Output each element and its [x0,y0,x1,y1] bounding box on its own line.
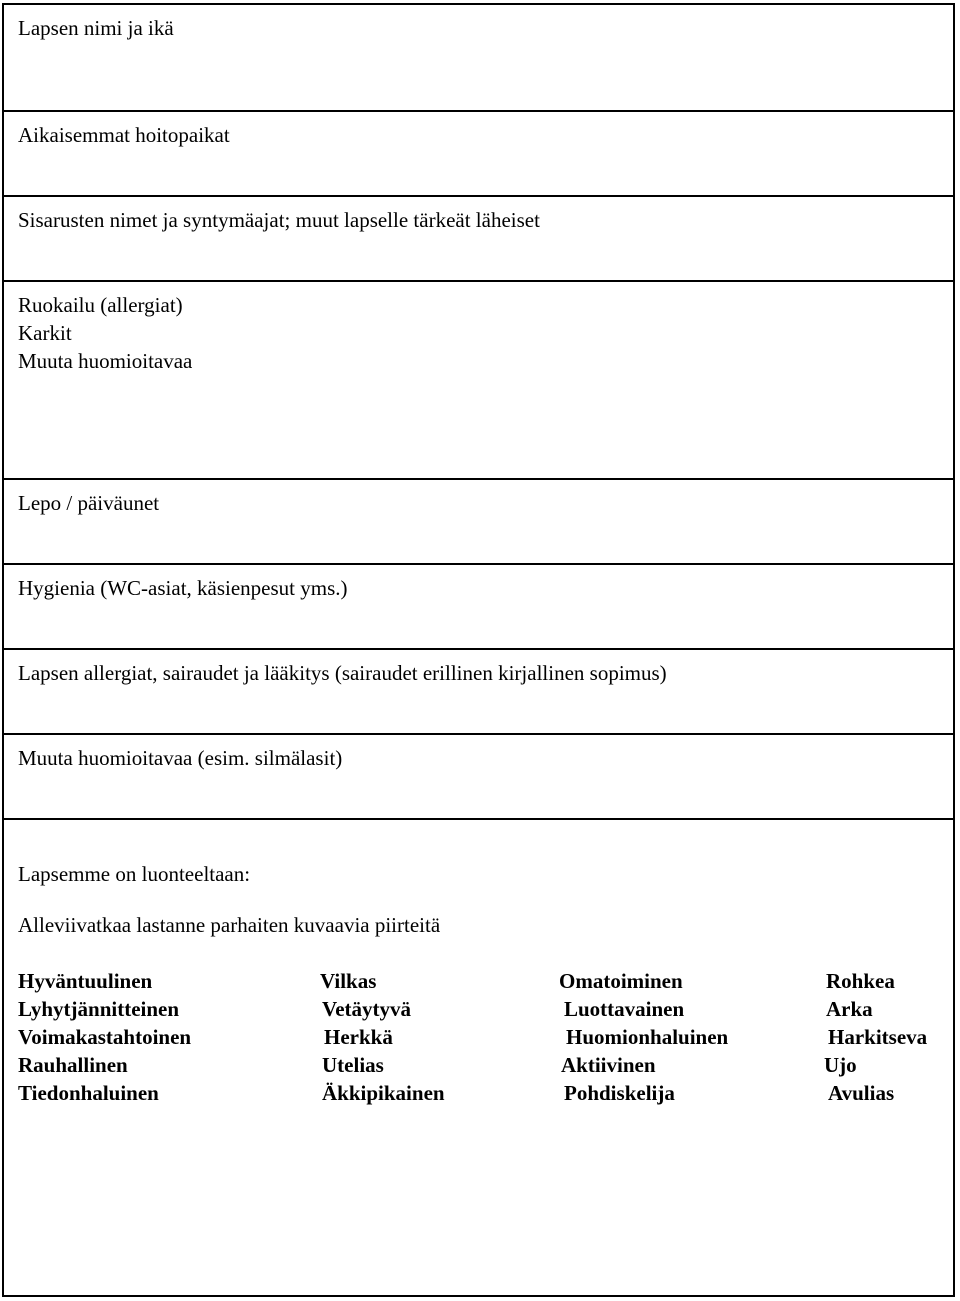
character-instruction: Alleviivatkaa lastanne parhaiten kuvaavia piirteitä [18,913,441,937]
trait-item[interactable]: Lyhytjännitteinen [18,997,180,1021]
section-siblings [4,197,953,282]
trait-item[interactable]: Harkitseva [828,1025,928,1049]
trait-item[interactable]: Rohkea [826,969,895,993]
label-previous-care: Aikaisemmat hoitopaikat [18,123,230,147]
label-allergies: Lapsen allergiat, sairaudet ja lääkitys (sairaudet erillinen kirjallinen sopimus) [18,661,667,685]
section-name-age [4,5,953,112]
section-other [4,735,953,820]
label-hygiene: Hygienia (WC-asiat, käsienpesut yms.) [18,576,348,600]
child-info-form [2,3,955,1297]
label-meals: Ruokailu (allergiat) [18,293,183,317]
trait-item[interactable]: Vilkas [320,969,377,993]
label-rest: Lepo / päiväunet [18,491,160,515]
character-heading: Lapsemme on luonteeltaan: [18,862,251,886]
trait-item[interactable]: Voimakastahtoinen [18,1025,192,1049]
trait-item[interactable]: Aktiivinen [561,1053,656,1077]
label-other: Muuta huomioitavaa (esim. silmälasit) [18,746,343,770]
label-meals-other: Muuta huomioitavaa [18,349,193,373]
trait-item[interactable]: Arka [826,997,873,1021]
section-meals [4,282,953,480]
trait-item[interactable]: Utelias [322,1053,384,1077]
trait-item[interactable]: Avulias [828,1081,895,1105]
trait-item[interactable]: Huomionhaluinen [566,1025,729,1049]
trait-item[interactable]: Luottavainen [564,997,685,1021]
trait-item[interactable]: Pohdiskelija [564,1081,675,1105]
trait-item[interactable]: Tiedonhaluinen [18,1081,159,1105]
section-rest [4,480,953,565]
trait-item[interactable]: Vetäytyvä [322,997,412,1021]
trait-item[interactable]: Herkkä [324,1025,393,1049]
section-previous-care [4,112,953,197]
label-name-age: Lapsen nimi ja ikä [18,16,174,40]
label-siblings: Sisarusten nimet ja syntymäajat; muut lapselle tärkeät läheiset [18,208,540,232]
section-hygiene [4,565,953,650]
trait-item[interactable]: Rauhallinen [18,1053,128,1077]
trait-item[interactable]: Omatoiminen [559,969,683,993]
trait-item[interactable]: Äkkipikainen [322,1081,445,1105]
trait-item[interactable]: Ujo [824,1053,857,1077]
trait-item[interactable]: Hyväntuulinen [18,969,153,993]
section-allergies [4,650,953,735]
section-character [4,820,953,1295]
label-sweets: Karkit [18,321,72,345]
